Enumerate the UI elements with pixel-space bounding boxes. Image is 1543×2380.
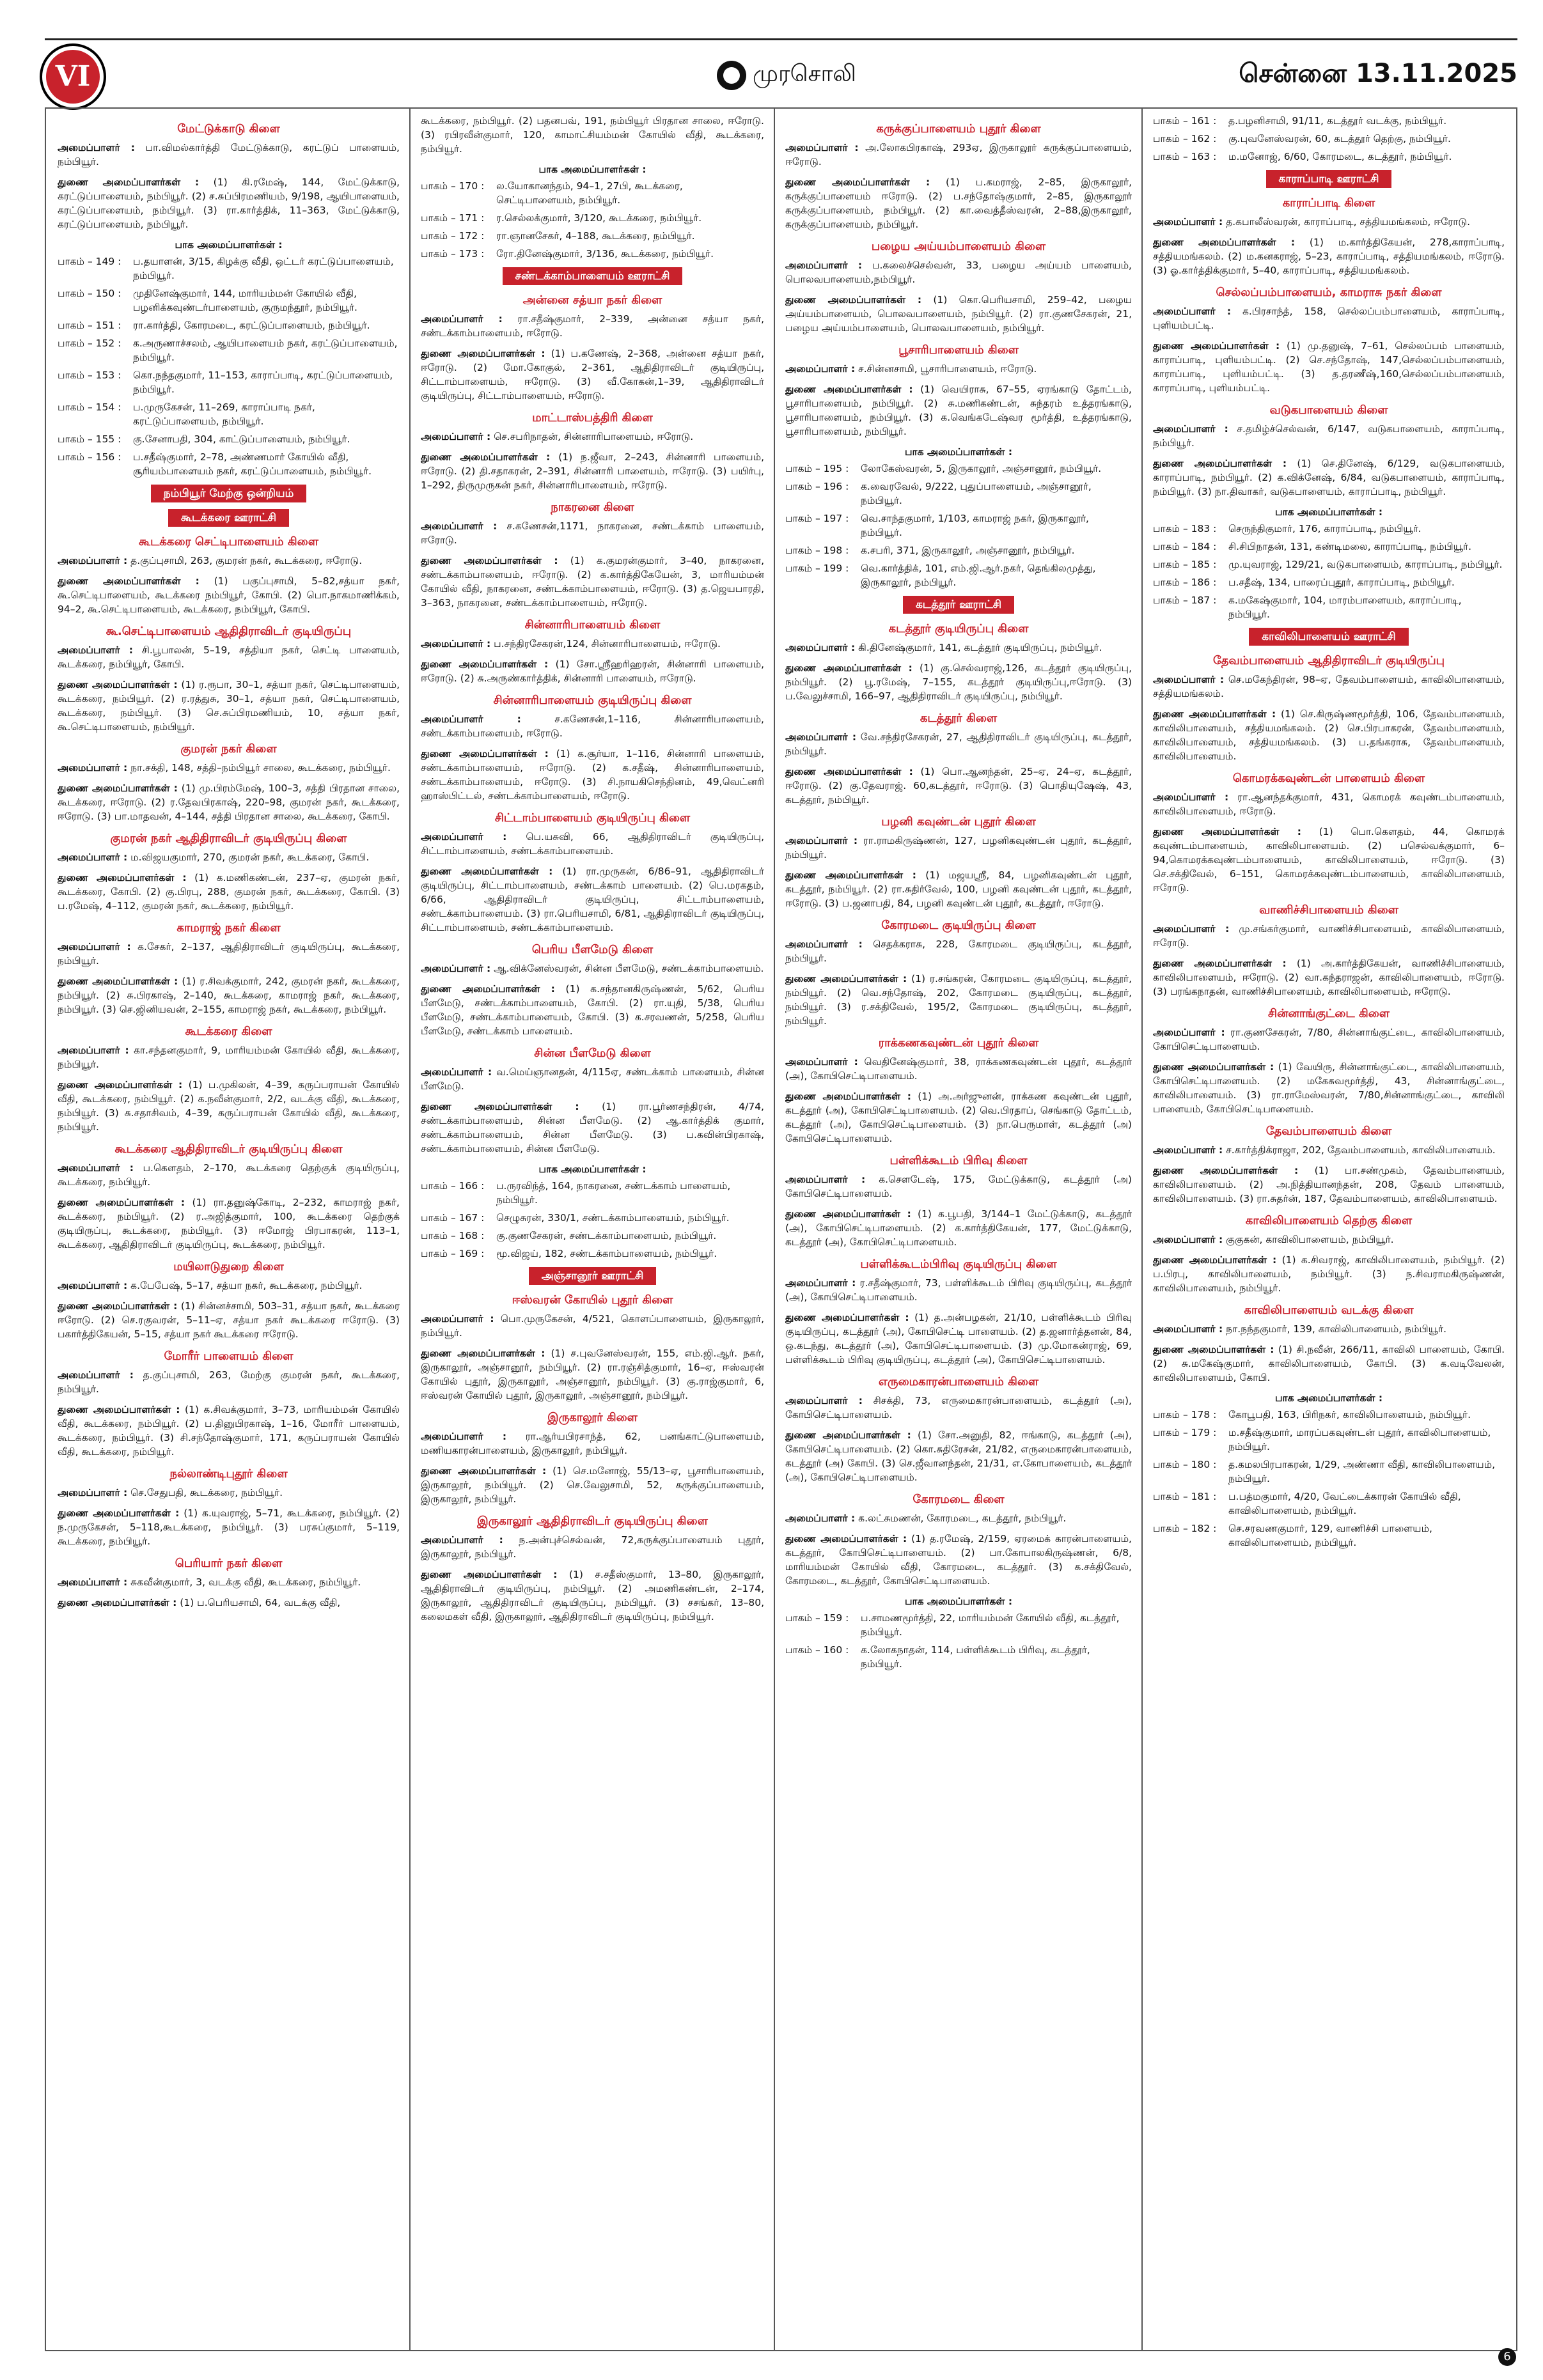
organizer: அமைப்பாளர் : ரா.ஆர்யபிரசாந்த், 62, பனங்காட்டுபாளையம், மணியகாரன்பாளையம், இருகாலூர், நம்பியூர்.: [421, 1431, 764, 1456]
branch-title: பழனி கவுண்டன் புதூர் கிளை: [881, 815, 1036, 828]
booth-row: [785, 462, 1132, 476]
booth-number: பாகம் – 152 :: [58, 338, 121, 349]
deputy-organizers: துணை அமைப்பாளர்கள் : (1) கி.ரமேஷ், 144, மேட்டுக்காடு, கரட்டுப்பாளையம், நம்பியூர். (2) ச.சுப்பிரமணியம், 9/198, ஆயிபாளையம், கரட்டுப்பாளையம், நம்பியூர். (3) ரா.கார்த்திக், 11–363, மேட்டுக்காடு, கரட்டுப்பாளையம், நம்பியூர்.: [58, 176, 400, 230]
booth-organizer: வெ.கார்த்திக், 101, எம்.ஜி.ஆர்.நகர், தெங்கிலமுத்து, இருகாலூர், நம்பியூர்.: [861, 563, 1096, 588]
booth-list: [1153, 114, 1505, 164]
booth-list: [421, 179, 764, 261]
branch-title: கூ.செட்டிபாளையம் ஆதிதிராவிடர் குடியிருப்பு: [106, 625, 352, 638]
booth-number: பாகம் – 186 :: [1153, 577, 1217, 588]
booth-row: [1153, 114, 1505, 128]
booth-organizer: கோபூபதி, 163, பிரிநகர், காவிலிபாளையம், நம்பியூர்.: [1228, 1409, 1471, 1420]
branch-title: பெரிய பீளமேடு கிளை: [531, 943, 654, 956]
organizer: அமைப்பாளர் : ச.சின்னசாமி, பூசாரிபாளையம், ஈரோடு.: [785, 363, 1037, 375]
panchayat-banner: அஞ்சானூர் ஊராட்சி: [529, 1267, 657, 1285]
booth-row: [1153, 1521, 1505, 1550]
branch-title: காமராஜ் நகர் கிளை: [176, 921, 281, 935]
organizer: அமைப்பாளர் : ரா.ஆனந்தக்குமார், 431, கொமரக் கவுண்டம்பாளையம், காவிலிபாளையம், ஈரோடு.: [1153, 791, 1505, 817]
organizer: அமைப்பாளர் : க.லட்சுமணன், கோரமடை, கடத்தூர், நம்பியூர்.: [785, 1513, 1067, 1524]
organizer: அமைப்பாளர் : செ.சேதுபதி, கூடக்கரை, நம்பியூர்.: [58, 1487, 283, 1498]
masthead: [707, 56, 866, 95]
organizer: அமைப்பாளர் : க.சேகர், 2–137, ஆதிதிராவிடர் குடியிருப்பு, கூடக்கரை, நம்பியூர்.: [58, 941, 400, 967]
booth-row: [58, 336, 400, 364]
deputy-organizers: துணை அமைப்பாளர்கள் : (1) மஜயஸ்ரீ, 84, பழனிகவுண்டன் புதூர், கடத்தூர், நம்பியூர். (2) ரா.சுதிர்வேல், 100, பழனி கவுண்டன் புதூர், கடத்தூர், ஈரோடு. (3) ப.ஜனாபதி, 84, பழனி கவுண்டன் புதூர், கடத்தூர், ஈரோடு.: [785, 869, 1132, 909]
branch-title: கோரமடை கிளை: [912, 1493, 1005, 1506]
branch-title: குமரன் நகர் கிளை: [180, 742, 277, 756]
booth-organizer: லோகேஸ்வரன், 5, இருகாலூர், அஞ்சானூர், நம்பியூர்.: [861, 463, 1102, 474]
deputy-organizers: துணை அமைப்பாளர்கள் : (1) கொ.பெரியசாமி, 259–42, பழைய அய்யம்பாளையம், பொலவபாளையம், நம்பியூர். (2) ரா.குணசேகரன், 21, பழைய அய்யம்பாளையம், பொலவபாளையம், நம்பியூர்.: [785, 294, 1132, 334]
deputy-organizers: துணை அமைப்பாளர்கள் : (1) சோ.ஸ்ரீஹரிஹரன், சின்னாரி பாளையம், ஈரோடு. (2) சு.அருண்கார்த்திக், சின்னாரி பாளையம், ஈரோடு.: [421, 658, 764, 684]
booth-organizer: ரா.ஞானசேகர், 4–188, கூடக்கரை, நம்பியூர்.: [496, 230, 695, 242]
branch-title: சின்ன பீளமேடு கிளை: [534, 1046, 651, 1060]
booth-number: பாகம் – 199 :: [785, 563, 849, 574]
sun-logo-icon: [717, 61, 746, 90]
booth-organizer: வெ.சாந்தகுமார், 1/103, காமராஜ் நகர், இருகாலூர், நம்பியூர்.: [861, 513, 1089, 538]
deputy-organizers: துணை அமைப்பாளர்கள் : (1) த.ரமேஷ், 2/159, ஏரமைக் காரன்பாளையம், கடத்தூர், கோபிசெட்டிபாளையம். (2) பா.கோபாலகிருஷ்ணன், 6/8, மாரியம்மன் கோயில் வீதி, கோரமடை, கடத்தூர். (3) க.சக்திவேல், கோரமடை, கடத்தூர், கோபிசெட்டிபாளையம்.: [785, 1533, 1132, 1587]
booth-number: பாகம் – 150 :: [58, 288, 121, 299]
booth-row: [785, 479, 1132, 508]
booth-number: பாகம் – 151 :: [58, 320, 121, 331]
deputy-organizers: துணை அமைப்பாளர்கள் : (1) ப.கமராஜ், 2–85, இருகாலூர், கருக்குப்பாளையம் ஈரோடு. (2) ப.சந்தோஷ்குமார், 2–85, இருகாலூர் கருக்குப்பாளையம், நம்பியூர். (2) கா.வைத்தீஸ்வரன், 2–88,இருகாலூர், கருக்குப்பாளையம், நம்பியூர்.: [785, 176, 1132, 230]
header-rule: [45, 38, 1517, 40]
branch-title: கடத்தூர் கிளை: [920, 712, 998, 725]
column-rule: [1141, 107, 1143, 2351]
booth-organizer: மு.யுவராஜ், 129/21, வடுகபாளையம், காராப்பாடி, நம்பியூர்.: [1228, 559, 1503, 570]
panchayat-banner: கூடக்கரை ஊராட்சி: [168, 509, 289, 527]
deputy-organizers: துணை அமைப்பாளர்கள் : (1) ச.சதீஸ்குமார், 13–80, இருகாலூர், ஆதிதிராவிடர் குடியிருப்பு, நம்பியூர். (2) அமணிகண்டன், 2–174, இருகாலூர், ஆதிதிராவிடர் குடியிருப்பு, நம்பியூர். (3) சசங்கர், 13–80, கலைமகள் வீதி, இருகாலூர், ஆதிதிராவிடர் குடியிருப்பு, நம்பியூர்.: [421, 1569, 764, 1622]
booth-organizer: க.லோகநாதன், 114, பள்ளிக்கூடம் பிரிவு, கடத்தூர், நம்பியூர்.: [861, 1644, 1090, 1670]
booth-row: [785, 1611, 1132, 1639]
section-subheading: பாக அமைப்பாளர்கள் :: [904, 1596, 1013, 1607]
organizer: அமைப்பாளர் : ச.கணேசன்,1–116, சின்னாரிபாளையம், சண்டக்காம்பாளையம், ஈரோடு.: [421, 713, 764, 739]
organizer: அமைப்பாளர் : செ.சபரிநாதன், சின்னாரிபாளையம், ஈரோடு.: [421, 431, 694, 442]
branch-title: சிட்டாம்பாளையம் குடியிருப்பு கிளை: [494, 811, 691, 825]
deputy-organizers: துணை அமைப்பாளர்கள் : (1) க.சிவராஜ், காவிலிபாளையம், நம்பியூர். (2) ப.பிரபு, காவிலிபாளையம், நம்பியூர். (3) ந.சிவராமகிருஷ்ணன், காவிலிபாளையம், நம்பியூர்.: [1153, 1254, 1505, 1294]
branch-title: கூடக்கரை ஆதிதிராவிடர் குடியிருப்பு கிளை: [114, 1142, 343, 1156]
booth-organizer: ப.தயாளன், 3/15, கிழக்கு வீதி, ஒட்டர் கரட்டுப்பாளையம், நம்பியூர்.: [133, 256, 394, 281]
continued-text: கூடக்கரை, நம்பியூர். (2) பதனபவ், 191, நம்பியூர் பிரதான சாலை, ஈரோடு. (3) ரபிரவீன்குமார், 120, காமாட்சியம்மன் கோயில் வீதி, கூடக்கரை, நம்பியூர்.: [421, 115, 764, 155]
deputy-organizers: துணை அமைப்பாளர்கள் : (1) த.அன்பழகன், 21/10, பள்ளிக்கூடம் பிரிவு குடியிருப்பு, கடத்தூர் (அ), கோபிசெட்டி பாளையம். (2) த.ஜனார்த்தனன், 84, ஒ.கடந்து, கடத்தூர் (அ), கோபிசெட்டிபாளையம். (3) மு.மோகன்ராஜ், 69, பள்ளிக்கூடம் பிரிவு குடியிருப்பு, கடத்தூர் (அ), கோபிசெட்டிபாளையம்.: [785, 1312, 1132, 1365]
column-2: [421, 114, 764, 2345]
branch-title: கடத்தூர் குடியிருப்பு கிளை: [888, 622, 1029, 635]
booth-number: பாகம் – 154 :: [58, 401, 121, 413]
booth-row: [785, 543, 1132, 557]
deputy-organizers: துணை அமைப்பாளர்கள் : (1) க.குமரன்குமார், 3–40, நாகரனை, சண்டக்காம்பாளையம், ஈரோடு. (2) க.கார்த்திகேயேன், 3, மாரியம்மன் கோயில் வீதி, நாகரனை, சண்டக்காம்பாளையம், ஈரோடு. (3) த.ஜெயபாரதி, 3–363, நாகரனை, சண்டக்காம்பாளையம், ஈரோடு.: [421, 555, 764, 609]
booth-organizer: கொ.நந்தகுமார், 11–153, காராப்பாடி, கரட்டுப்பாளையம், நம்பியூர்.: [133, 369, 393, 395]
organizer: அமைப்பாளர் : ரா.குணசேகரன், 7/80, சின்னாங்குட்டை, காவிலிபாளையம், கோபிசெட்டிபாளையம்.: [1153, 1027, 1505, 1052]
branch-title: கொமரக்கவுண்டன் பாளையம் கிளை: [1232, 772, 1425, 785]
organizer: அமைப்பாளர் : வெதினேஷ்குமார், 38, ராக்கணகவுண்டன் புதூர், கடத்தூர் (அ), கோபிசெட்டிபாளையம்.: [785, 1056, 1132, 1082]
organizer: அமைப்பாளர் : ச.கார்த்திக்ராஜா, 202, தேவம்பாளையம், காவிலிபாளையம்.: [1153, 1144, 1496, 1156]
page-header: [0, 0, 1543, 93]
branch-title: காவிலிபாளையம் தெற்கு கிளை: [1245, 1214, 1413, 1227]
organizer: அமைப்பாளர் : பொ.முருகேசன், 4/521, கொளப்பாளையம், இருகாலூர், நம்பியூர்.: [421, 1313, 764, 1339]
organizer: அமைப்பாளர் : நா.சக்தி, 148, சத்தி–நம்பியூர் சாலை, கூடக்கரை, நம்பியூர்.: [58, 762, 391, 774]
organizer: அமைப்பாளர் : த.குப்புசாமி, 263, மேற்கு குமரன் நகர், கூடக்கரை, நம்பியூர்.: [58, 1369, 400, 1395]
deputy-organizers: துணை அமைப்பாளர்கள் : (1) க.யுவராஜ், 5–71, கூடக்கரை, நம்பியூர். (2) ந.முருகேசன், 5–118,கூடக்கரை, நம்பியூர். (3) பரசுப்குமார், 5–119, கூடக்கரை, நம்பியூர்.: [58, 1507, 400, 1547]
deputy-organizers: துணை அமைப்பாளர்கள் : (1) க.மணிகண்டன், 237–ஏ, குமரன் நகர், கூடக்கரை, கோபி. (2) கு.பிரபு, 288, குமரன் நகர், கூடக்கரை, கோபி. (3) ப.ரமேஷ், 4–112, குமரன் நகர், கூடக்கரை, நம்பியூர்.: [58, 872, 400, 912]
booth-row: [785, 511, 1132, 540]
branch-title: நாகரனை கிளை: [551, 501, 634, 514]
panchayat-banner: காராப்பாடி ஊராட்சி: [1266, 170, 1392, 188]
footer-page-number: 6: [1498, 2348, 1516, 2366]
organizer: அமைப்பாளர் : குகுகன், காவிலிபாளையம், நம்பியூர்.: [1153, 1234, 1394, 1245]
deputy-organizers: துணை அமைப்பாளர்கள் : (1) சின்னச்சாமி, 503–31, சத்யா நகர், கூடக்கரை ஈரோடு. (2) செ.ரகுவரன், 5–11–ஏ, சத்யா நகர் கூடக்கரை ஈரோடு. (3) பகார்த்திகேயன், 5–15, சத்யா நகர் கூடக்கரை ஈரோடு.: [58, 1300, 400, 1340]
branch-title: பழைய அய்யம்பாளையம் கிளை: [871, 240, 1046, 253]
organizer: அமைப்பாளர் : க.பிரசாந்த், 158, செல்லப்பம்பாளையம், காராப்பாடி, புளியம்பட்டி.: [1153, 306, 1505, 331]
booth-row: [58, 368, 400, 396]
booth-row: [421, 1247, 764, 1261]
booth-number: பாகம் – 159 :: [785, 1612, 849, 1624]
deputy-organizers: துணை அமைப்பாளர்கள் : (1) செ.மனோஜ், 55/13–ஏ, பூசாரிபாளையம், இருகாலூர், நம்பியூர். (2) செ.வேலுசாமி, 52, கருக்குப்பாளையம், இருகாலூர், நம்பியூர்.: [421, 1465, 764, 1505]
deputy-organizers: துணை அமைப்பாளர்கள் : (1) க.சிவக்குமார், 3–73, மாரியம்மன் கோயில் வீதி, கூடக்கரை, நம்பியூர். (2) ப.தினுபிரகாஷ், 1–16, மோரீர் பாளையம், கூடக்கரை, நம்பியூர். (3) சி.சந்தோஷ்குமார், 171, கருப்பராயன் கோயில் வீதி, கூடக்கரை, நம்பியூர்.: [58, 1404, 400, 1458]
booth-organizer: ப.சதீஷ்குமார், 2–78, அண்ணமார் கோயில் வீதி, சூரியம்பாளையம் நகர், கரட்டுப்பாளையம், நம்பியூர்.: [133, 451, 372, 477]
organizer: அமைப்பாளர் : நா.நந்தகுமார், 139, காவிலிபாளையம், நம்பியூர்.: [1153, 1323, 1447, 1335]
booth-organizer: ப.சாமணமூர்த்தி, 22, மாரியம்மன் கோயில் வீதி, கடத்தூர், நம்பியூர்.: [861, 1612, 1120, 1638]
deputy-organizers: துணை அமைப்பாளர்கள் : (1) ம.கார்த்திகேயன், 278,காராப்பாடி, சத்தியமங்கலம். (2) ம.கனகராஜ், 5–23, காராப்பாடி, சத்தியமங்கலம், ஈரோடு. (3) ஓ.கார்த்திக்குமார், 5–40, காராப்பாடி, சத்தியமங்கலம்.: [1153, 237, 1505, 276]
deputy-organizers: துணை அமைப்பாளர்கள் : (1) சி.நவீன், 266/11, காவிலி பாளையம், கோபி. (2) சு.மகேஷ்குமார், காவிலிபாளையம், கோபி. (3) க.வடிவேலன், காவிலிபாளையம், கோபி.: [1153, 1344, 1505, 1383]
organizer: அமைப்பாளர் : சுகவீன்குமார், 3, வடக்கு வீதி, கூடக்கரை, நம்பியூர்.: [58, 1576, 361, 1588]
booth-row: [421, 229, 764, 243]
organizer: அமைப்பாளர் : ரா.ராமகிருஷ்ணன், 127, பழனிகவுண்டன் புதூர், கடத்தூர், நம்பியூர்.: [785, 835, 1132, 860]
column-4: [1153, 114, 1505, 2345]
panchayat-banner: காவிலிபாளையம் ஊராட்சி: [1249, 628, 1408, 646]
deputy-organizers: துணை அமைப்பாளர்கள் : (1) க.சூர்யா, 1–116, சின்னாரி பாளையம், சண்டக்காம்பாளையம், ஈரோடு. (2) க.சதீஷ், சின்னாரிபாளையம், சண்டக்காம்பாளையம், ஈரோடு. (3) சி.நாயகிசெந்தினம், 49,வெட்னரி ஹாஸ்பிட்டல், சண்டக்காம்பாளையம், ஈரோடு.: [421, 748, 764, 802]
organizer: அமைப்பாளர் : ப.சந்திரசேகரன்,124, சின்னாரிபாளையம், ஈரோடு.: [421, 638, 721, 649]
branch-title: மோரீர் பாளையம் கிளை: [164, 1349, 294, 1363]
booth-number: பாகம் – 172 :: [421, 230, 485, 242]
deputy-organizers: துணை அமைப்பாளர்கள் : (1) அ.அர்ஜுனன், ராக்கண கவுண்டன் புதூர், கடத்தூர் (அ), கோபிசெட்டிபாளையம். (2) வெ.பிரதாப், செங்காடு தோட்டம், கடத்தூர் (அ), கோபிசெட்டிபாளையம். (3) நா.பெருமாள், கடத்தூர் (அ) கோபிசெட்டிபாளையம்.: [785, 1091, 1132, 1144]
deputy-organizers: துணை அமைப்பாளர்கள் : (1) க.பூபதி, 3/144–1 மேட்டுக்காடு, கடத்தூர் (அ), கோபிசெட்டிபாளையம். (2) க.கார்த்திகேயன், 177, மேட்டுக்காடு, கடத்தூர் (அ), கோபிசெட்டிபாளையம்.: [785, 1208, 1132, 1248]
booth-number: பாகம் – 168 :: [421, 1230, 485, 1241]
booth-organizer: ரா.கார்த்தி, கோரமடை, கரட்டுப்பாளையம், நம்பியூர்.: [133, 320, 370, 331]
booth-number: பாகம் – 171 :: [421, 212, 485, 224]
column-rule: [774, 107, 775, 2351]
deputy-organizers: துணை அமைப்பாளர்கள் : (1) பொ.ஆனந்தன், 25–ஏ, 24–ஏ, கடத்தூர், ஈரோடு. (2) கு.தேவராஜ். 60,கடத்தூர், ஈரோடு. (3) பொதியுஷேஷ், 43, கடத்தூர், நம்பியூர்.: [785, 766, 1132, 805]
booth-row: [1153, 593, 1505, 621]
booth-organizer: செருந்திகுமார், 176, காராப்பாடி, நம்பியூர்.: [1228, 523, 1422, 534]
section-subheading: பாக அமைப்பாளர்கள் :: [538, 164, 646, 175]
booth-organizer: ம.மனோஜ், 6/60, கோரமடை, கடத்தூர், நம்பியூர்.: [1228, 151, 1452, 162]
booth-row: [1153, 1408, 1505, 1422]
column-1: [58, 114, 400, 2345]
booth-organizer: ம.சதீஷ்குமார், மாரப்பகவுண்டன் புதூர், காவிலிபாளையம், நம்பியூர்.: [1228, 1427, 1491, 1452]
organizer: அமைப்பாளர் : வ.மெய்ஞானதன், 4/115ஏ, சண்டக்காம் பாளையம், சின்ன பீளமேடு.: [421, 1066, 764, 1092]
branch-title: சின்னாங்குட்டை கிளை: [1267, 1007, 1390, 1020]
booth-number: பாகம் – 162 :: [1153, 133, 1217, 144]
booth-organizer: ர.செல்லக்குமார், 3/120, கூடக்கரை, நம்பியூர்.: [496, 212, 702, 224]
organizer: அமைப்பாளர் : சி.பூபாலன், 5–19, சத்தியா நகர், செட்டி பாளையம், கூடக்கரை, நம்பியூர், கோபி.: [58, 644, 400, 670]
deputy-organizers: துணை அமைப்பாளர்கள் : (1) பகுப்புசாமி, 5–82,சத்யா நகர், கூ.செட்டிபாளையம், கூடக்கரை நம்பியூர், கோபி. (2) பொ.நாகமாணிக்கம், 94–2, கூ.செட்டிபாளையம், கூடக்கரை, நம்பியூர், கோபி.: [58, 575, 400, 615]
section-subheading: பாக அமைப்பாளர்கள் :: [904, 446, 1013, 458]
booth-organizer: த.பழனிசாமி, 91/11, கடத்தூர் வடக்கு, நம்பியூர்.: [1228, 115, 1447, 127]
section-subheading: பாக அமைப்பாளர்கள் :: [175, 239, 283, 251]
organizer: அமைப்பாளர் : பா.விமல்கார்த்தி மேட்டுக்காடு, கரட்டுப் பாளையம், நம்பியூர்.: [58, 142, 400, 167]
booth-row: [421, 1229, 764, 1243]
booth-organizer: மூ.விஜய், 182, சண்டக்காம்பாளையம், நம்பியூர்.: [496, 1248, 717, 1259]
booth-organizer: கு.சேனாபதி, 304, காட்டுப்பாளையம், நம்பியூர்.: [133, 433, 350, 445]
booth-row: [421, 247, 764, 261]
booth-list: [421, 1179, 764, 1261]
booth-number: பாகம் – 187 :: [1153, 595, 1217, 606]
booth-list: [785, 462, 1132, 589]
branch-title: பள்ளிக்கூடம் பிரிவு கிளை: [889, 1154, 1028, 1167]
booth-organizer: ல.யோகானந்தம், 94–1, 27பி, கூடக்கரை, செட்டிபாளையம், நம்பியூர்.: [496, 180, 683, 206]
booth-number: பாகம் – 181 :: [1153, 1491, 1217, 1502]
organizer: அமைப்பாளர் : செதக்கராசு, 228, கோரமடை குடியிருப்பு, கடத்தூர், நம்பியூர்.: [785, 938, 1132, 964]
booth-row: [1153, 132, 1505, 146]
booth-row: [1153, 557, 1505, 572]
booth-row: [421, 1179, 764, 1207]
booth-row: [785, 561, 1132, 589]
union-banner: நம்பியூர் மேற்கு ஒன்றியம்: [151, 485, 307, 502]
booth-row: [58, 400, 400, 428]
branch-title: கூடக்கரை செட்டிபாளையம் கிளை: [139, 535, 318, 548]
section-subheading: பாக அமைப்பாளர்கள் :: [1274, 1392, 1383, 1404]
booth-number: பாகம் – 167 :: [421, 1212, 485, 1224]
booth-number: பாகம் – 161 :: [1153, 115, 1217, 127]
branch-title: கூடக்கரை கிளை: [185, 1025, 272, 1038]
booth-organizer: முதினேஷ்குமார், 144, மாரியம்மன் கோயில் வீதி, பழனிக்கவுண்டர்பாளையம், குருமந்தூர், நம்பியூர்.: [133, 288, 357, 313]
organizer: அமைப்பாளர் : ப.கலைச்செல்வன், 33, பழைய அய்யம் பாளையம், பொலவபாளையம்,நம்பியூர்.: [785, 260, 1132, 285]
organizer: அமைப்பாளர் : ந.அன்புச்செல்வன், 72,கருக்குப்பாளையம் புதூர், இருகாலூர், நம்பியூர்.: [421, 1534, 764, 1560]
booth-number: பாகம் – 166 :: [421, 1180, 485, 1192]
deputy-organizers: துணை அமைப்பாளர்கள் : (1) ரா.பூர்ணசந்திரன், 4/74, சண்டக்காம்பாளையம், சின்ன பீளமேடு. (2) ஆ.கார்த்திக் குமார், சண்டக்காம்பாளையம், சின்ன பீளமேடு. (3) ப.கவின்பிரகாஷ், சண்டக்காம்பாளையம், சின்ன பீளமேடு.: [421, 1101, 764, 1155]
deputy-organizers: துணை அமைப்பாளர்கள் : (1) ர.ரூபா, 30–1, சத்யா நகர், செட்டிபாளையம், கூடக்கரை, நம்பியூர். (2) ர.ரத்துசு, 30–1, சத்யா நகர், செட்டிபாளையம், கூடக்கரை, நம்பியூர். (3) செ.சுப்பிரமணியம், 10, சத்யா நகர், கூ.செட்டிபாளையம், நம்பியூர்.: [58, 679, 400, 733]
booth-row: [1153, 540, 1505, 554]
organizer: அமைப்பாளர் : த.கபாலீஸ்வரன், காராப்பாடி, சத்தியமங்கலம், ஈரோடு.: [1153, 216, 1471, 228]
booth-organizer: ப.பத்மகுமார், 4/20, வேட்டைக்காரன் கோயில் வீதி, காவிலிபாளையம், நம்பியூர்.: [1228, 1491, 1461, 1516]
deputy-organizers: துணை அமைப்பாளர்கள் : (1) மு.தனுஷ், 7–61, செல்லப்பம் பாளையம், காராப்பாடி, புளியம்பட்டி. (2) செ.சந்தோஷ், 147,செல்லப்பம்பாளையம், காராப்பாடி, புளியம்பட்டி. (3) த.தரணீஷ்,160,செல்லப்பம்பாளையம், காராப்பாடி, புளியம்பட்டி.: [1153, 340, 1505, 394]
booth-organizer: செழுசுரன், 330/1, சண்டக்காம்பாளையம், நம்பியூர்.: [496, 1212, 730, 1224]
booth-number: பாகம் – 179 :: [1153, 1427, 1217, 1438]
organizer: அமைப்பாளர் : ஆ.விக்னேஸ்வரன், சின்ன பீளமேடு, சண்டக்காம்பாளையம்.: [421, 963, 764, 974]
branch-title: இருகாலூர் ஆதிதிராவிடர் குடியிருப்பு கிளை: [477, 1514, 708, 1528]
booth-number: பாகம் – 163 :: [1153, 151, 1217, 162]
deputy-organizers: துணை அமைப்பாளர்கள் : (1) ச.புவனேஸ்வரன், 155, எம்.ஜி.ஆர். நகர், இருகாலூர், அஞ்சானூர், நம்பியூர். (2) ரா.ரஞ்சித்குமார், 16–ஏ, ஈஸ்வரன் கோயில் புதூர், இருகாலூர், அஞ்சானூர், நம்பியூர். (3) கு.ராஜ்குமார், 6, ஈஸ்வரன் கோயில் புதூர், இருகாலூர், அஞ்சானூர், நம்பியூர்.: [421, 1348, 764, 1401]
booth-row: [785, 1643, 1132, 1671]
panchayat-banner: கடத்தூர் ஊராட்சி: [903, 596, 1014, 614]
booth-row: [1153, 575, 1505, 589]
booth-number: பாகம் – 173 :: [421, 248, 485, 260]
branch-title: வடுகபாளையம் கிளை: [1269, 403, 1388, 417]
organizer: அமைப்பாளர் : க.சௌடேஷ், 175, மேட்டுக்காடு, கடத்தூர் (அ) கோபிசெட்டிபாளையம்.: [785, 1174, 1132, 1199]
branch-title: கோரமடை குடியிருப்பு கிளை: [881, 919, 1036, 932]
organizer: அமைப்பாளர் : ப.கௌதம், 2–170, கூடக்கரை தெற்குக் குடியிருப்பு, கூடக்கரை, நம்பியூர்.: [58, 1162, 400, 1188]
branch-title: எருமைகாரன்பாளையம் கிளை: [878, 1375, 1039, 1388]
branch-title: மேட்டுக்காடு கிளை: [177, 122, 280, 136]
booth-number: பாகம் – 169 :: [421, 1248, 485, 1259]
organizer: அமைப்பாளர் : கா.சந்தனகுமார், 9, மாரியம்மன் கோயில் வீதி, கூடக்கரை, நம்பியூர்.: [58, 1045, 400, 1070]
booth-number: பாகம் – 184 :: [1153, 541, 1217, 552]
booth-organizer: சி.சிபிநாதன், 131, கண்டிமலை, காராப்பாடி, நம்பியூர்.: [1228, 541, 1472, 552]
booth-list: [58, 254, 400, 478]
deputy-organizers: துணை அமைப்பாளர்கள் : (1) ந.ஜீவா, 2–243, சின்னாரி பாளையம், ஈரோடு. (2) தி.சதாகரன், 2–391, சின்னாரி பாளையம், ஈரோடு. (3) பயிர்பு, 1–292, திருமுருகன் நகர், சின்னாரிபாளையம், ஈரோடு.: [421, 451, 764, 491]
booth-organizer: க.வைரவேல், 9/222, புதுப்பாளையம், அஞ்சானூர், நம்பியூர்.: [861, 481, 1092, 506]
deputy-organizers: துணை அமைப்பாளர்கள் : (1) செ.கிருஷ்ணமூர்த்தி, 106, தேவம்பாளையம், காவிலிபாளையம், சத்தியமங்கலம். (2) செ.பிரபாகரன், தேவம்பாளையம், காவிலிபாளையம், சத்தியமங்கலம். (3) ப.தங்கராசு, தேவம்பாளையம், காவிலிபாளையம்.: [1153, 708, 1505, 762]
branch-title: காவிலிபாளையம் வடக்கு கிளை: [1244, 1303, 1414, 1317]
booth-number: பாகம் – 182 :: [1153, 1523, 1217, 1534]
branch-title: தேவம்பாளையம் கிளை: [1265, 1124, 1392, 1138]
organizer: அமைப்பாளர் : ச.கணேசன்,1171, நாகரனை, சண்டக்காம் பாளையம், ஈரோடு.: [421, 520, 764, 546]
branch-title: மாட்டாஸ்பத்திரி கிளை: [532, 411, 653, 424]
section-subheading: பாக அமைப்பாளர்கள் :: [538, 1163, 646, 1175]
deputy-organizers: துணை அமைப்பாளர்கள் : (1) ப.முகிலன், 4–39, கருப்பராயன் கோயில் வீதி, கூடக்கரை, நம்பியூர். (2) க.நவீன்குமார், 2/2, வடக்கு வீதி, கூடக்கரை, நம்பியூர். (3) சு.சதாசிவம், 4–39, கருப்பராயன் கோயில் வீதி, கூடக்கரை, நம்பியூர்.: [58, 1079, 400, 1133]
branch-title: காராப்பாடி கிளை: [1282, 196, 1375, 210]
panchayat-banner: சண்டக்காம்பாளையம் ஊராட்சி: [503, 267, 683, 285]
booth-row: [58, 286, 400, 315]
booth-row: [1153, 1489, 1505, 1518]
branch-title: சின்னாரிபாளையம் கிளை: [524, 618, 661, 632]
organizer: அமைப்பாளர் : செ.மகேந்திரன், 98–ஏ, தேவம்பாளையம், காவிலிபாளையம், சத்தியமங்கலம்.: [1153, 674, 1505, 699]
city-date: சென்னை 13.11.2025: [1227, 59, 1517, 91]
booth-list: [1153, 1408, 1505, 1550]
branch-title: இருகாலூர் கிளை: [547, 1411, 638, 1424]
organizer: அமைப்பாளர் : அ.லோகபிரகாஷ், 293ஏ, இருகாலூர் கருக்குப்பாளையம், ஈரோடு.: [785, 142, 1132, 167]
booth-row: [1153, 1458, 1505, 1486]
organizer: அமைப்பாளர் : க.பேபேஷ், 5–17, சத்யா நகர், கூடக்கரை, நம்பியூர்.: [58, 1280, 363, 1291]
booth-row: [421, 211, 764, 225]
deputy-organizers: துணை அமைப்பாளர்கள் : (1) ர.சிவக்குமார், 242, குமரன் நகர், கூடக்கரை, நம்பியூர். (2) சு.பிரகாஷ், 2–140, கூடக்கரை, காமராஜ் நகர், கூடக்கரை, நம்பியூர். (3) செ.ஜினியவன், 2–155, காமராஜ் நகர், கூடக்கரை, நம்பியூர்.: [58, 976, 400, 1015]
booth-number: பாகம் – 160 :: [785, 1644, 849, 1656]
deputy-organizers: துணை அமைப்பாளர்கள் : (1) ப.கணேஷ், 2–368, அன்னை சத்யா நகர், ஈரோடு. (2) மோ.கோகுல், 2–361, ஆதிதிராவிடர் குடியிருப்பு, சிட்டாம்பாளையம், ஈரோடு. (3) வீ.கோகன்,1–39, ஆதிதிராவிடர் குடியிருப்பு, சிட்டாம்பாளையம், ஈரோடு.: [421, 348, 764, 401]
booth-number: பாகம் – 185 :: [1153, 559, 1217, 570]
deputy-organizers: துணை அமைப்பாளர்கள் : (1) ர.சங்கரன், கோரமடை குடியிருப்பு, கடத்தூர், நம்பியூர். (2) வெ.சந்தோஷ், 202, கோரமடை குடியிருப்பு, கடத்தூர், நம்பியூர். (3) ர.சக்திவேல், 195/2, கோரமடை குடியிருப்பு, கடத்தூர், நம்பியூர்.: [785, 973, 1132, 1027]
booth-organizer: கு.குணசேகரன், சண்டக்காம்பாளையம், நம்பியூர்.: [496, 1230, 717, 1241]
branch-title: நல்லாண்டிபுதூர் கிளை: [169, 1467, 288, 1481]
organizer: அமைப்பாளர் : வே.சந்திரசேகரன், 27, ஆதிதிராவிடர் குடியிருப்பு, கடத்தூர், நம்பியூர்.: [785, 731, 1132, 757]
booth-row: [421, 179, 764, 207]
booth-number: பாகம் – 183 :: [1153, 523, 1217, 534]
deputy-organizers: துணை அமைப்பாளர்கள் : (1) பொ.கௌதம், 44, கொமரக் கவுண்டம்பாளையம், காவிலிபாளையம். (2) பசெல்வக்குமார், 6–94,கொமரக்கவுண்டம்பாளையம், காவிலிபாளையம், ஈரோடு. (3) செ.சக்திவேல், 6–151, கொமரக்கவுண்டம்பாளையம், காவிலிபாளையம், ஈரோடு.: [1153, 826, 1505, 894]
booth-organizer: ப.ருரவிந்த், 164, நாகரனை, சண்டக்காம் பாளையம், நம்பியூர்.: [496, 1180, 731, 1206]
booth-organizer: ப.முருகேசன், 11–269, காராப்பாடி நகர், கரட்டுப்பாளையம், நம்பியூர்.: [133, 401, 315, 427]
booth-row: [58, 254, 400, 283]
branch-title: தேவம்பாளையம் ஆதிதிராவிடர் குடியிருப்பு: [1212, 654, 1445, 667]
deputy-organizers: துணை அமைப்பாளர்கள் : (1) பா.சண்முகம், தேவம்பாளையம், காவிலிபாளையம். (2) அ.நித்தியானந்தன், 208, தேவம் பாளையம், காவிலிபாளையம். (3) ரா.சுதர்ன், 187, தேவம்பாளையம், காவிலிபாளையம்.: [1153, 1165, 1505, 1204]
booth-number: பாகம் – 170 :: [421, 180, 485, 192]
booth-organizer: க.மகேஷ்குமார், 104, மாரம்பாளையம், காராப்பாடி, நம்பியூர்.: [1228, 595, 1462, 620]
organizer: அமைப்பாளர் : மு.சங்கர்குமார், வாணிச்சிபாளையம், காவிலிபாளையம், ஈரோடு.: [1153, 923, 1505, 949]
branch-title: மயிலாடுதுறை கிளை: [173, 1260, 284, 1273]
organizer: அமைப்பாளர் : கி.தினேஷ்குமார், 141, கடத்தூர் குடியிருப்பு, நம்பியூர்.: [785, 642, 1102, 653]
branch-title: பெரியார் நகர் கிளை: [175, 1557, 283, 1570]
branch-title: அன்னை சத்யா நகர் கிளை: [522, 293, 662, 307]
branch-title: செல்லப்பம்பாளையம், காமராசு நகர் கிளை: [1216, 286, 1442, 299]
booth-number: பாகம் – 198 :: [785, 545, 849, 556]
booth-row: [58, 432, 400, 446]
booth-number: பாகம் – 149 :: [58, 256, 121, 267]
column-3: [785, 114, 1132, 2345]
booth-organizer: த.கமலபிரபாகரன், 1/29, அண்ணா வீதி, காவிலிபாளையம், நம்பியூர்.: [1228, 1459, 1496, 1484]
booth-number: பாகம் – 180 :: [1153, 1459, 1217, 1470]
deputy-organizers: துணை அமைப்பாளர்கள் : (1) வெயிராசு, 67–55, ஏரங்காடு தோட்டம், பூசாரிபாளையம், நம்பியூர். (2) சு.மணிகண்டன், சுந்தரம் உத்தரங்காடு, பூசாரிபாளையம், நம்பியூர். (3) க.வெங்கடேஷ்வர மூர்த்தி, உத்தரங்காடு, பூசாரிபாளையம், நம்பியூர்.: [785, 384, 1132, 437]
booth-number: பாகம் – 195 :: [785, 463, 849, 474]
newspaper-name: முரசொலி: [753, 61, 856, 87]
deputy-organizers: துணை அமைப்பாளர்கள் : (1) ரா.தனுஷ்கோடி, 2–232, காமராஜ் நகர், கூடக்கரை, நம்பியூர். (2) ர.அஜித்குமார், 100, கூடக்கரை தெற்குக் குடியிருப்பு, கூடக்கரை, நம்பியூர். (3) ஈமோஜ் பிரபாகரன், 113–1, கூடக்கரை, ஆதிதிராவிடர் குடியிருப்பு, கூடக்கரை, நம்பியூர்.: [58, 1197, 400, 1250]
booth-list: [785, 1611, 1132, 1671]
booth-number: பாகம் – 153 :: [58, 369, 121, 381]
branch-title: வாணிச்சிபாளையம் கிளை: [1259, 903, 1398, 917]
page-number: VI: [46, 50, 100, 104]
booth-number: பாகம் – 196 :: [785, 481, 849, 492]
deputy-organizers: துணை அமைப்பாளர்கள் : (1) அ.கார்த்திகேயன், வாணிச்சிபாளையம், காவிலிபாளையம், ஈரோடு. (2) வா.கந்தராஜன், காவிலிபாளையம், ஈரோடு. (3) பரங்கநாதன், வாணிச்சிபாளையம், காவிலிபாளையம், ஈரோடு.: [1153, 958, 1505, 997]
booth-organizer: க.அருணாச்சலம், ஆயிபாளையம் நகர், கரட்டுப்பாளையம், நம்பியூர்.: [133, 338, 398, 363]
branch-title: ஈஸ்வரன் கோயில் புதூர் கிளை: [512, 1293, 673, 1307]
branch-title: ராக்கணகவுண்டன் புதூர் கிளை: [878, 1036, 1039, 1050]
booth-row: [421, 1211, 764, 1225]
deputy-organizers: துணை அமைப்பாளர்கள் : (1) ரா.முருகன், 6/86–91, ஆதிதிராவிடர் குடியிருப்பு, சிட்டாம்பாளையம், சண்டக்காம் பாளையம். (2) பெ.மரகதம், 6/66, ஆதிதிராவிடர் குடியிருப்பு, சிட்டாம்பாளையம், சண்டக்காம்பாளையம். (3) ரா.பெரியசாமி, 6/81, ஆதிதிராவிடர் குடியிருப்பு, சிட்டாம்பாளையம், சண்டக்காம்பாளையம்.: [421, 866, 764, 933]
booth-row: [1153, 150, 1505, 164]
deputy-organizers: துணை அமைப்பாளர்கள் : (1) செ.தினேஷ், 6/129, வடுகபாளையம், காராப்பாடி, நம்பியூர். (2) க.விக்னேஷ், 6/84, வடுகபாளையம், காராப்பாடி, நம்பியூர். (3) நா.திவாகர், வடுகபாளையம், காராப்பாடி, நம்பியூர்.: [1153, 458, 1505, 497]
section-subheading: பாக அமைப்பாளர்கள் :: [1274, 506, 1383, 518]
column-rule: [409, 107, 411, 2351]
booth-list: [1153, 522, 1505, 621]
booth-row: [58, 318, 400, 332]
booth-organizer: ப.சதீஷ், 134, பாரைப்புதூர், காராப்பாடி, நம்பியூர்.: [1228, 577, 1455, 588]
branch-title: பள்ளிக்கூடம்பிரிவு குடியிருப்பு கிளை: [860, 1257, 1057, 1271]
booth-number: பாகம் – 197 :: [785, 513, 849, 524]
booth-row: [1153, 1426, 1505, 1454]
booth-organizer: க.சபரி, 371, இருகாலூர், அஞ்சானூர், நம்பியூர்.: [861, 545, 1075, 556]
deputy-organizers: துணை அமைப்பாளர்கள் : (1) சோ.அனுதி, 82, ஈங்காடு, கடத்தூர் (அ), கோபிசெட்டிபாளையம். (2) கொ.சுதிரேசன், 21/82, எருமைகாரன்பாளையம், கடத்தூர் (அ) கோபி. (3) செ.ஜீவானந்தன், 21/31, எ.கோபாளையம், கடத்தூர் (அ), கோபிசெட்டிபாளையம்.: [785, 1429, 1132, 1483]
branch-title: கருக்குப்பாளையம் புதூர் கிளை: [876, 122, 1041, 136]
booth-number: பாகம் – 178 :: [1153, 1409, 1217, 1420]
organizer: அமைப்பாளர் : த.குப்புசாமி, 263, குமரன் நகர், கூடக்கரை, ஈரோடு.: [58, 555, 363, 566]
booth-organizer: ரோ.தினேஷ்குமார், 3/136, கூடக்கரை, நம்பியூர்.: [496, 248, 714, 260]
booth-organizer: கு.புவனேஸ்வரன், 60, கடத்தூர் தெற்கு, நம்பியூர்.: [1228, 133, 1451, 144]
booth-organizer: செ.சரவணகுமார், 129, வாணிச்சி பாளையம், காவிலிபாளையம், நம்பியூர்.: [1228, 1523, 1432, 1548]
organizer: அமைப்பாளர் : ர.சதீஷ்குமார், 73, பள்ளிக்கூடம் பிரிவு குடியிருப்பு, கடத்தூர் (அ), கோபிசெட்டிபாளையம்.: [785, 1277, 1132, 1303]
branch-title: பூசாரிபாளையம் கிளை: [898, 343, 1019, 357]
organizer: அமைப்பாளர் : ரா.சதீஷ்குமார், 2–339, அன்னை சத்யா நகர், சண்டக்காம்பாளையம், ஈரோடு.: [421, 313, 764, 339]
organizer: அமைப்பாளர் : ச.தமிழ்ச்செல்வன், 6/147, வடுகபாளையம், காராப்பாடி, நம்பியூர்.: [1153, 423, 1505, 449]
organizer: அமைப்பாளர் : ம.விஜயகுமார், 270, குமரன் நகர், கூடக்கரை, கோபி.: [58, 852, 370, 863]
deputy-organizers: துணை அமைப்பாளர்கள் : (1) கு.செல்வராஜ்,126, கடத்தூர் குடியிருப்பு, நம்பியூர். (2) பூ.ரமேஷ், 7–155, கடத்தூர் குடியிருப்பு,ஈரோடு. (3) ப.வேலுச்சாமி, 166–97, ஆதிதிராவிடர் குடியிருப்பு, நம்பியூர்.: [785, 662, 1132, 702]
deputy-organizers: துணை அமைப்பாளர்கள் : (1) மு.பிரம்மேஷ், 100–3, சத்தி பிரதான சாலை, கூடக்கரை, ஈரோடு. (2) ர.தேவபிரகாஷ், 220–98, குமரன் நகர், கூடக்கரை, ஈரோடு. (3) பா.மாதவன், 4–144, சத்தி பிரதான சாலை, கூடக்கரை, கோபி.: [58, 782, 400, 822]
booth-number: பாகம் – 155 :: [58, 433, 121, 445]
booth-row: [58, 450, 400, 478]
organizer: அமைப்பாளர் : சிசக்தி, 73, எருமைகாரன்பாளையம், கடத்தூர் (அ), கோபிசெட்டிபாளையம்.: [785, 1395, 1132, 1420]
deputy-organizers: துணை அமைப்பாளர்கள் : (1) ப.பெரியசாமி, 64, வடக்கு வீதி,: [58, 1597, 341, 1608]
branch-title: குமரன் நகர் ஆதிதிராவிடர் குடியிருப்பு கிளை: [110, 832, 347, 845]
organizer: அமைப்பாளர் : பெ.யசுவி, 66, ஆதிதிராவிடர் குடியிருப்பு, சிட்டாம்பாளையம், சண்டக்காம்பாளையம்.: [421, 831, 764, 857]
deputy-organizers: துணை அமைப்பாளர்கள் : (1) க.சந்தானகிருஷ்ணன், 5/62, பெரிய பீளமேடு, சண்டக்காம்பாளையம், கோபி. (2) ரா.யுதி, 5/38, பெரிய பீளமேடு, சண்டக்காம்பாளையம், கோபி. (3) க.சரவணன், 5/258, பெரிய பீளமேடு, சண்டக்காம் பாளையம்.: [421, 983, 764, 1037]
deputy-organizers: துணை அமைப்பாளர்கள் : (1) வேயிரு, சின்னாங்குட்டை, காவிலிபாளையம், கோபிசெட்டிபாளையம். (2) மகேசுவமூர்த்தி, 43, சின்னாங்குட்டை, காவிலிபாளையம். (3) ரா.ராமேஸ்வரன், 7/80,சின்னாங்குட்டை, காவிலி பாளையம், கோபிசெட்டிபாளையம்.: [1153, 1061, 1505, 1115]
booth-row: [1153, 522, 1505, 536]
branch-title: சின்னாரிபாளையம் குடியிருப்பு கிளை: [493, 694, 692, 707]
booth-number: பாகம் – 156 :: [58, 451, 121, 463]
